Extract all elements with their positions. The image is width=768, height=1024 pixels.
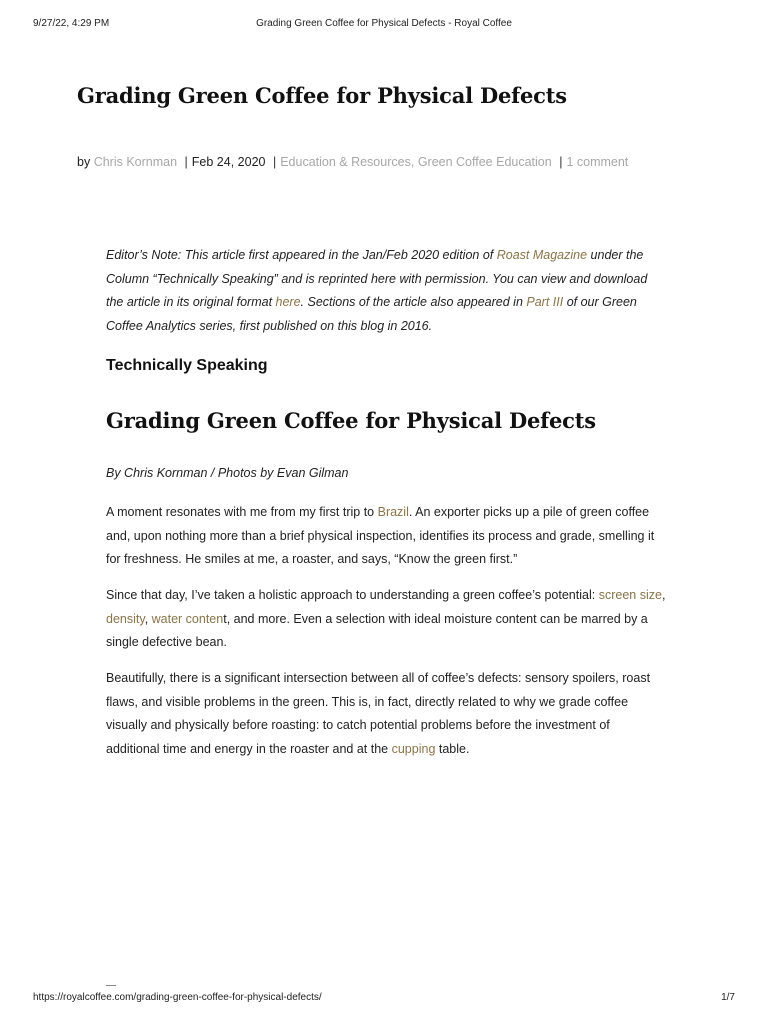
- brazil-link[interactable]: Brazil: [377, 505, 409, 519]
- paragraph-text: t, and more. Even a selection with ideal moisture content can be marred by a single defective bean.: [106, 611, 648, 649]
- editor-note-text: under the Column “Technically Speaking” and is reprinted here with permission. You can view and download the article in its original format: [106, 248, 648, 309]
- category-link-education-resources[interactable]: Education & Resources: [280, 155, 411, 169]
- page-number: 1/7: [721, 992, 735, 1003]
- water-content-link[interactable]: water conten: [151, 611, 224, 626]
- editor-note-text: . Sections of the article also appeared in: [300, 295, 527, 309]
- meta-separator: |: [272, 155, 277, 169]
- author-link[interactable]: Chris Kornman: [93, 155, 178, 169]
- editor-note: [106, 244, 666, 338]
- section-heading: Technically Speaking: [106, 357, 268, 374]
- paragraph-text: . An exporter picks up a pile of green coffee and, upon nothing more than a brief physical inspection, identifies its process and grade, smelling it for freshness. He smiles at me, a roaster, and says, “Know the green first.”: [106, 505, 655, 566]
- by-prefix: by: [77, 155, 91, 169]
- meta-separator: |: [184, 155, 188, 169]
- category-link-green-coffee-education[interactable]: Green Coffee Education: [417, 155, 552, 169]
- screen-size-link[interactable]: screen size: [598, 588, 662, 602]
- editor-note-text: Editor’s Note: This article first appeared in the Jan/Feb 2020 edition of: [106, 248, 497, 262]
- meta-separator: |: [559, 155, 563, 169]
- cupping-link[interactable]: cupping: [391, 741, 436, 756]
- category-comma: ,: [410, 155, 415, 169]
- article-subtitle: Grading Green Coffee for Physical Defects: [106, 408, 596, 433]
- paragraph-text: Since that day, I’ve taken a holistic approach to understanding a green coffee’s potential:: [106, 588, 599, 602]
- editor-note-text: of our Green Coffee Analytics series, first published on this blog in 2016.: [106, 295, 637, 333]
- article-meta: [77, 155, 628, 169]
- paragraph-2: [106, 584, 666, 655]
- paragraph-1: [106, 501, 666, 572]
- page-url: https://royalcoffee.com/grading-green-coffee-for-physical-defects/: [33, 992, 322, 1003]
- paragraph-text: Beautifully, there is a significant intersection between all of coffee’s defects: sensory spoilers, roast flaws, and visible problems in the green. This is, in fact, directly related to why we grade coffee visually and physically before roasting: to catch potential problems before the investment of additional time and energy in the roaster and at the: [106, 671, 651, 756]
- density-link[interactable]: density: [106, 611, 145, 626]
- part-iii-link[interactable]: Part III: [526, 295, 564, 309]
- article-title: Grading Green Coffee for Physical Defects: [77, 83, 567, 108]
- paragraph-comma: ,: [661, 588, 666, 602]
- paragraph-text: table.: [435, 741, 470, 756]
- print-footer: [0, 992, 768, 1006]
- print-header: [0, 18, 768, 32]
- article-byline: By Chris Kornman / Photos by Evan Gilman: [106, 466, 349, 480]
- roast-magazine-link[interactable]: Roast Magazine: [496, 248, 588, 262]
- paragraph-3: [106, 667, 666, 761]
- paragraph-comma: ,: [144, 611, 152, 626]
- paragraph-text: A moment resonates with me from my first trip to: [106, 505, 378, 519]
- comments-link[interactable]: 1 comment: [566, 155, 629, 169]
- print-date: 9/27/22, 4:29 PM: [33, 18, 110, 29]
- original-format-link[interactable]: here: [275, 295, 301, 309]
- footer-divider: [106, 985, 116, 986]
- publish-date: Feb 24, 2020: [191, 155, 266, 169]
- print-document-title: Grading Green Coffee for Physical Defects - Royal Coffee: [256, 18, 512, 29]
